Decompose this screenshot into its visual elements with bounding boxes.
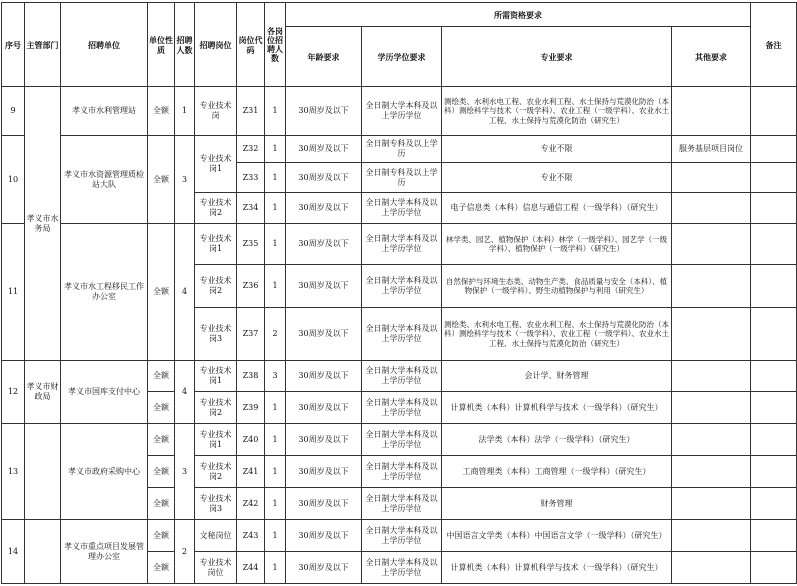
num-cell: 1 (265, 392, 286, 424)
edu-cell: 全日制大学本科及以上学历学位 (362, 424, 442, 456)
table-row (2, 224, 797, 265)
num-cell: 1 (265, 424, 286, 456)
table-row (2, 520, 797, 552)
header-dept: 主管部门 (25, 3, 61, 87)
count-cell: 3 (175, 424, 195, 520)
edu-cell: 全日制大学本科及以上学历学位 (362, 488, 442, 520)
remark-cell (751, 193, 797, 224)
other-cell (672, 520, 751, 552)
post-cell: 文秘岗位 (195, 520, 237, 552)
seq-cell: 14 (2, 520, 25, 584)
code-cell: Z42 (237, 488, 265, 520)
code-cell: Z31 (237, 87, 265, 136)
edu-cell: 全日制专科及以上学历 (362, 163, 442, 193)
age-cell: 30周岁及以下 (286, 552, 362, 584)
table-row (2, 87, 797, 136)
code-cell: Z43 (237, 520, 265, 552)
dept-cell: 孝义市财政局 (25, 361, 61, 424)
remark-cell (751, 361, 797, 392)
nature-cell: 全额 (148, 456, 175, 488)
post-cell: 专业技术岗 (195, 87, 237, 136)
post-cell: 专业技术岗1 (195, 136, 237, 193)
nature-cell: 全额 (148, 224, 175, 361)
unit-cell: 孝义市国库支付中心 (61, 361, 148, 424)
major-cell: 电子信息类（本科）信息与通信工程（一级学科）（研究生） (442, 193, 672, 224)
post-cell: 专业技术岗位 (195, 552, 237, 584)
age-cell: 30周岁及以下 (286, 424, 362, 456)
header-edu: 学历学位要求 (362, 27, 442, 87)
nature-cell: 全额 (148, 424, 175, 456)
header-remark: 备注 (751, 3, 797, 87)
nature-cell: 全额 (148, 520, 175, 552)
header-nature: 单位性质 (148, 3, 175, 87)
header-count: 招聘人数 (175, 3, 195, 87)
header-qualifications: 所需资格要求 (286, 3, 751, 27)
remark-cell (751, 520, 797, 552)
remark-cell (751, 163, 797, 193)
num-cell: 1 (265, 87, 286, 136)
num-cell: 1 (265, 136, 286, 163)
dept-cell (25, 520, 61, 584)
other-cell (672, 488, 751, 520)
other-cell (672, 265, 751, 308)
age-cell: 30周岁及以下 (286, 193, 362, 224)
count-cell: 1 (175, 87, 195, 136)
edu-cell: 全日制大学本科及以上学历学位 (362, 224, 442, 265)
unit-cell: 孝义市水工程移民工作办公室 (61, 224, 148, 361)
post-cell: 专业技术岗1 (195, 361, 237, 392)
major-cell: 测绘类、水利水电工程、农业水利工程、水土保持与荒漠化防治（本科）测绘科学与技术（一级学科）、农业工程（一级学科）、农业水土工程、水土保持与荒漠化防治（研究生） (442, 87, 672, 136)
major-cell: 专业不限 (442, 163, 672, 193)
major-cell: 财务管理 (442, 488, 672, 520)
major-cell: 工商管理类（本科）工商管理（一级学科）（研究生） (442, 456, 672, 488)
age-cell: 30周岁及以下 (286, 136, 362, 163)
header-post: 招聘岗位 (195, 3, 237, 87)
count-cell: 3 (175, 136, 195, 224)
post-cell: 专业技术岗2 (195, 456, 237, 488)
other-cell (672, 193, 751, 224)
post-cell: 专业技术岗3 (195, 488, 237, 520)
major-cell: 计算机类（本科）计算机科学与技术（一级学科）（研究生） (442, 392, 672, 424)
num-cell: 1 (265, 552, 286, 584)
remark-cell (751, 456, 797, 488)
edu-cell: 全日制大学本科及以上学历学位 (362, 265, 442, 308)
other-cell (672, 308, 751, 361)
dept-cell: 孝义市水务局 (25, 87, 61, 361)
other-cell (672, 552, 751, 584)
code-cell: Z41 (237, 456, 265, 488)
age-cell: 30周岁及以下 (286, 488, 362, 520)
nature-cell: 全额 (148, 136, 175, 224)
table-row (2, 361, 797, 392)
code-cell: Z34 (237, 193, 265, 224)
age-cell: 30周岁及以下 (286, 163, 362, 193)
code-cell: Z44 (237, 552, 265, 584)
seq-cell: 9 (2, 87, 25, 136)
header-unit: 招聘单位 (61, 3, 148, 87)
major-cell: 计算机类（本科）计算机科学与技术（一级学科）（研究生） (442, 552, 672, 584)
major-cell: 法学类（本科）法学（一级学科）（研究生） (442, 424, 672, 456)
count-cell: 4 (175, 224, 195, 361)
dept-cell (25, 424, 61, 520)
count-cell: 2 (175, 520, 195, 584)
seq-cell: 10 (2, 136, 25, 224)
remark-cell (751, 224, 797, 265)
age-cell: 30周岁及以下 (286, 520, 362, 552)
edu-cell: 全日制大学本科及以上学历学位 (362, 87, 442, 136)
major-cell: 专业不限 (442, 136, 672, 163)
age-cell: 30周岁及以下 (286, 224, 362, 265)
header-age: 年龄要求 (286, 27, 362, 87)
seq-cell: 11 (2, 224, 25, 361)
header-other: 其他要求 (672, 27, 751, 87)
num-cell: 1 (265, 193, 286, 224)
nature-cell: 全额 (148, 488, 175, 520)
age-cell: 30周岁及以下 (286, 361, 362, 392)
remark-cell (751, 424, 797, 456)
remark-cell (751, 392, 797, 424)
other-cell (672, 361, 751, 392)
num-cell: 1 (265, 456, 286, 488)
edu-cell: 全日制大学本科及以上学历学位 (362, 456, 442, 488)
code-cell: Z36 (237, 265, 265, 308)
major-cell: 林学类、园艺、植物保护（本科）林学（一级学科）、园艺学（一级学科）、植物保护（一级学科）（研究生） (442, 224, 672, 265)
age-cell: 30周岁及以下 (286, 265, 362, 308)
post-cell: 专业技术岗1 (195, 224, 237, 265)
num-cell: 1 (265, 520, 286, 552)
unit-cell: 孝义市水资源管理质检站大队 (61, 136, 148, 224)
other-cell (672, 456, 751, 488)
post-cell: 专业技术岗2 (195, 193, 237, 224)
major-cell: 会计学、财务管理 (442, 361, 672, 392)
other-cell (672, 224, 751, 265)
recruitment-table (1, 2, 797, 584)
edu-cell: 全日制大学本科及以上学历学位 (362, 308, 442, 361)
remark-cell (751, 488, 797, 520)
num-cell: 1 (265, 265, 286, 308)
header-post-count: 各岗位招聘人数 (265, 3, 286, 87)
edu-cell: 全日制大学本科及以上学历学位 (362, 392, 442, 424)
edu-cell: 全日制大学本科及以上学历学位 (362, 193, 442, 224)
remark-cell (751, 87, 797, 136)
post-cell: 专业技术岗3 (195, 308, 237, 361)
num-cell: 3 (265, 361, 286, 392)
major-cell: 自然保护与环境生态类、动物生产类、食品质量与安全（本科）、植物保护（一级学科）、野生动植物保护与利用（研究生） (442, 265, 672, 308)
seq-cell: 13 (2, 424, 25, 520)
code-cell: Z33 (237, 163, 265, 193)
age-cell: 30周岁及以下 (286, 87, 362, 136)
remark-cell (751, 552, 797, 584)
other-cell (672, 87, 751, 136)
code-cell: Z38 (237, 361, 265, 392)
major-cell: 中国语言文学类（本科）中国语言文学（一级学科）（研究生） (442, 520, 672, 552)
post-cell: 专业技术岗2 (195, 392, 237, 424)
code-cell: Z37 (237, 308, 265, 361)
unit-cell: 孝义市水利管理站 (61, 87, 148, 136)
count-cell: 4 (175, 361, 195, 424)
header-code: 岗位代码 (237, 3, 265, 87)
seq-cell: 12 (2, 361, 25, 424)
other-cell: 服务基层项目岗位 (672, 136, 751, 163)
post-cell: 专业技术岗2 (195, 265, 237, 308)
major-cell: 测绘类、水利水电工程、农业水利工程、水土保持与荒漠化防治（本科）测绘科学与技术（一级学科）、农业工程（一级学科）、农业水土工程、水土保持与荒漠化防治（研究生） (442, 308, 672, 361)
code-cell: Z39 (237, 392, 265, 424)
other-cell (672, 424, 751, 456)
num-cell: 1 (265, 163, 286, 193)
nature-cell: 全额 (148, 87, 175, 136)
table-row (2, 424, 797, 456)
edu-cell: 全日制专科及以上学历 (362, 136, 442, 163)
edu-cell: 全日制大学本科及以上学历学位 (362, 361, 442, 392)
num-cell: 1 (265, 488, 286, 520)
code-cell: Z40 (237, 424, 265, 456)
code-cell: Z35 (237, 224, 265, 265)
remark-cell (751, 265, 797, 308)
table-row (2, 136, 797, 163)
num-cell: 2 (265, 308, 286, 361)
header-major: 专业要求 (442, 27, 672, 87)
post-cell: 专业技术岗1 (195, 424, 237, 456)
nature-cell: 全额 (148, 552, 175, 584)
edu-cell: 全日制大学本科及以上学历学位 (362, 520, 442, 552)
age-cell: 30周岁及以下 (286, 308, 362, 361)
other-cell (672, 163, 751, 193)
edu-cell: 全日制大学本科及以上学历学位 (362, 552, 442, 584)
num-cell: 1 (265, 224, 286, 265)
header-seq: 序号 (2, 3, 25, 87)
age-cell: 30周岁及以下 (286, 456, 362, 488)
unit-cell: 孝义市重点项目发展管理办公室 (61, 520, 148, 584)
code-cell: Z32 (237, 136, 265, 163)
other-cell (672, 392, 751, 424)
remark-cell (751, 308, 797, 361)
nature-cell: 全额 (148, 392, 175, 424)
nature-cell: 全额 (148, 361, 175, 392)
unit-cell: 孝义市政府采购中心 (61, 424, 148, 520)
age-cell: 30周岁及以下 (286, 392, 362, 424)
remark-cell (751, 136, 797, 163)
